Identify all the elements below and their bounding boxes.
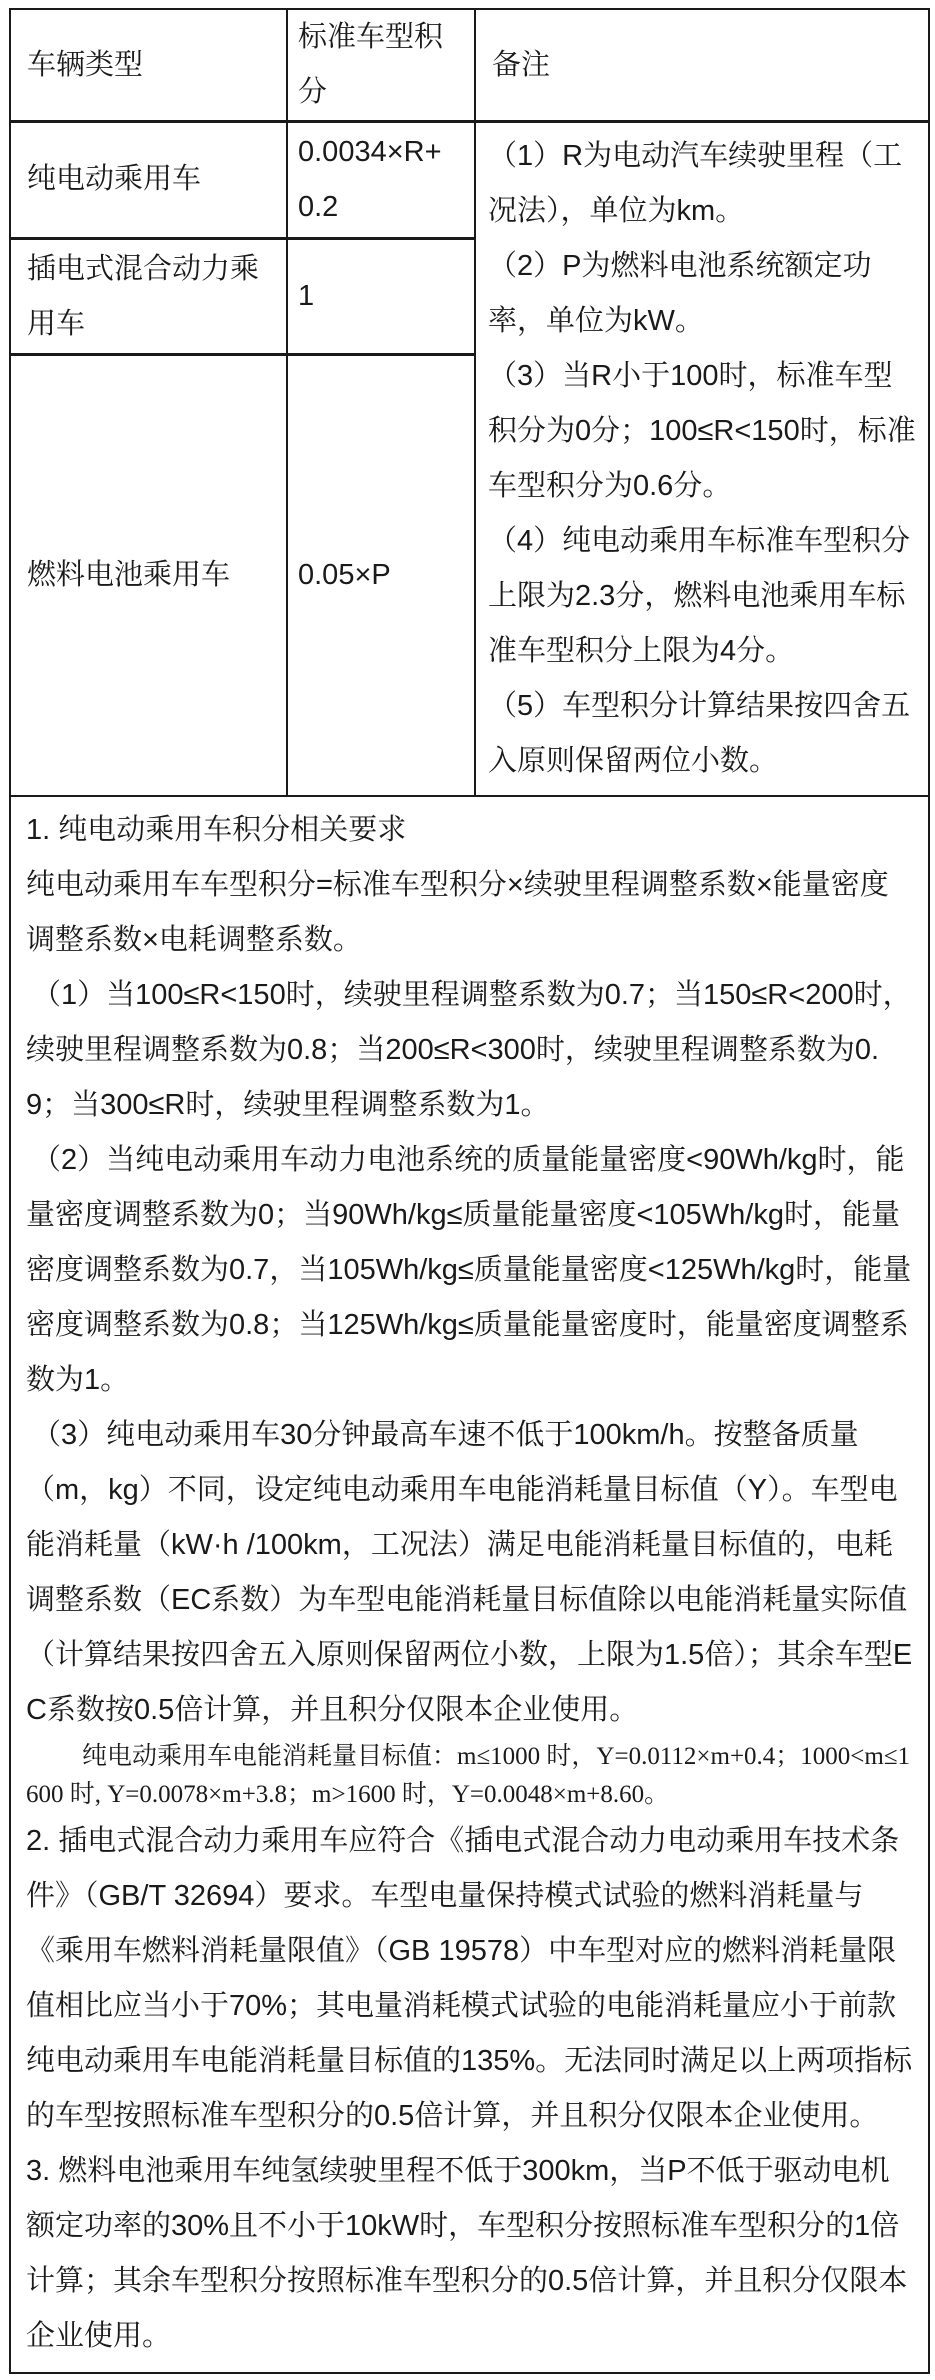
header-standard-score: 标准车型积分 (287, 9, 475, 122)
remark-item-2: （2）P为燃料电池系统额定功率，单位为kW。 (488, 250, 872, 337)
remark-item-5: （5）车型积分计算结果按四舍五入原则保留两位小数。 (488, 690, 911, 777)
table-header-row (10, 9, 929, 122)
remark-item-4: （4）纯电动乘用车标准车型积分上限为2.3分，燃料电池乘用车标准车型积分上限为4分。 (488, 525, 911, 667)
fcev-type-cell: 燃料电池乘用车 (10, 355, 287, 796)
remarks-cell (475, 122, 929, 797)
note-item-2: （2）当纯电动乘用车动力电池系统的质量能量密度<90Wh/kg时，能量密度调整系数为0；当90Wh/kg≤质量能量密度<105Wh/kg时，能量密度调整系数为0.7，当105Wh/kg≤质量能量密度<125Wh/kg时，能量密度调整系数为0.8；当125Wh/kg≤质量能量密度时，能量密度调整系数为1。 (26, 1144, 912, 1396)
header-remarks: 备注 (475, 9, 929, 122)
bev-score-cell: 0.0034×R+0.2 (287, 122, 475, 239)
section2-paragraph: 2. 插电式混合动力乘用车应符合《插电式混合动力电动乘用车技术条件》（GB/T 32694）要求。车型电量保持模式试验的燃料消耗量与《乘用车燃料消耗量限值》（GB 19578）中车型对应的燃料消耗量限值相比应当小于70%；其电量消耗模式试验的电能消耗量应小于前款纯电动乘用车电能消耗量目标值的135%。无法同时满足以上两项指标的车型按照标准车型积分的0.5倍计算，并且积分仅限本企业使用。 (26, 1825, 913, 2132)
phev-type-cell: 插电式混合动力乘用车 (10, 238, 287, 355)
note-item-3: （3）纯电动乘用车30分钟最高车速不低于100km/h。按整备质量（m，kg）不同，设定纯电动乘用车电能消耗量目标值（Y）。车型电能消耗量（kW·h /100km，工况法）满足电能消耗量目标值的，电耗调整系数（EC系数）为车型电能消耗量目标值除以电能消耗量实际值（计算结果按四舍五入原则保留两位小数，上限为1.5倍）；其余车型EC系数按0.5倍计算，并且积分仅限本企业使用。 (26, 1419, 913, 1726)
section1-title: 1. 纯电动乘用车积分相关要求 (26, 814, 407, 846)
header-vehicle-type: 车辆类型 (10, 9, 287, 122)
bev-score-formula: 纯电动乘用车车型积分=标准车型积分×续驶里程调整系数×能量密度调整系数×电耗调整系数。 (26, 869, 889, 956)
bev-type-cell: 纯电动乘用车 (10, 122, 287, 239)
remark-item-1: （1）R为电动汽车续驶里程（工况法），单位为km。 (488, 140, 903, 227)
remark-item-3: （3）当R小于100时，标准车型积分为0分；100≤R<150时，标准车型积分为0.6分。 (488, 360, 916, 502)
fcev-score-cell: 0.05×P (287, 355, 475, 796)
notes-row (10, 796, 929, 2373)
note-item-1: （1）当100≤R<150时，续驶里程调整系数为0.7；当150≤R<200时，续驶里程调整系数为0.8；当200≤R<300时，续驶里程调整系数为0.9；当300≤R时，续驶里程调整系数为1。 (26, 979, 912, 1121)
nev-credit-table (9, 8, 930, 2374)
table-row-bev (10, 122, 929, 239)
phev-score-cell: 1 (287, 238, 475, 355)
energy-target-note: 纯电动乘用车电能消耗量目标值：m≤1000 时，Y=0.0112×m+0.4；1000<m≤1600 时, Y=0.0078×m+3.8；m>1600 时，Y=0.0048×m+8.60。 (26, 1743, 911, 1808)
notes-cell (10, 796, 929, 2373)
section3-paragraph: 3. 燃料电池乘用车纯氢续驶里程不低于300km，当P不低于驱动电机额定功率的30%且不小于10kW时，车型积分按照标准车型积分的1倍计算；其余车型积分按照标准车型积分的0.5倍计算，并且积分仅限本企业使用。 (26, 2155, 908, 2352)
